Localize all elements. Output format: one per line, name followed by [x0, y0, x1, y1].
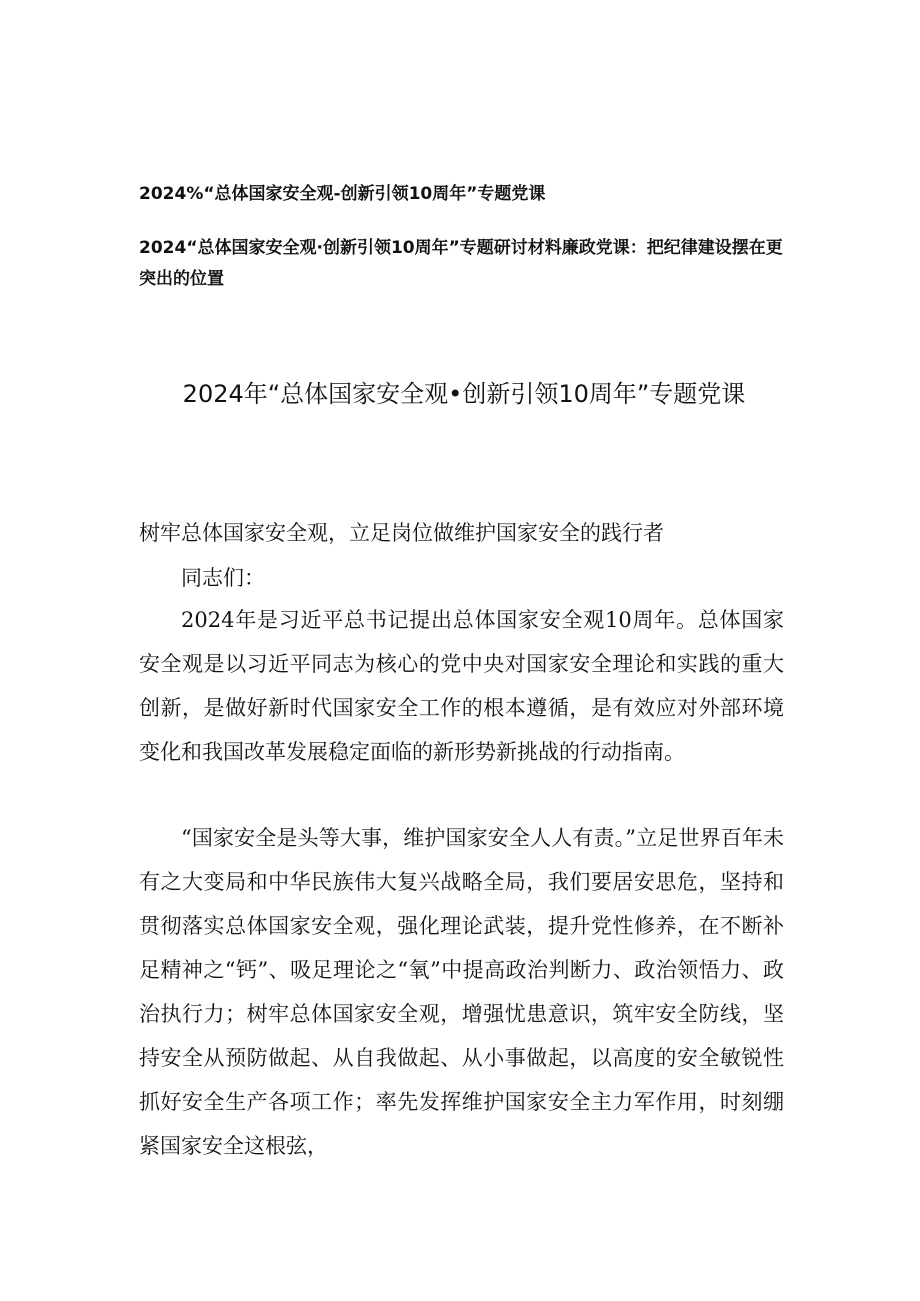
body-paragraph-2: “国家安全是头等大事，维护国家安全人人有责。”立足世界百年未有之大变局和中华民族伟大复兴战略全局，我们要居安思危，坚持和贯彻落实总体国家安全观，强化理论武装，提升党性修养，在不断补足精神之“钙”、吸足理论之“氧”中提高政治判断力、政治领悟力、政治执行力；树牢总体国家安全观，增强忧患意识，筑牢安全防线，坚持安全从预防做起、从自我做起、从小事做起，以高度的安全敏锐性抓好安全生产各项工作；率先发挥维护国家安全主力军作用，时刻绷紧国家安全这根弦， [139, 826, 784, 1158]
document-title: 2024年“总体国家安全观•创新引领10周年”专题党课 [182, 380, 746, 408]
toc-item-1[interactable]: 2024%“总体国家安全观-创新引领10周年”专题党课 [139, 184, 546, 204]
body-paragraph-1: 2024年是习近平总书记提出总体国家安全观10周年。总体国家安全观是以习近平同志为核心的党中央对国家安全理论和实践的重大创新，是做好新时代国家安全工作的根本遵循，是有效应对外部环境变化和我国改革发展稳定面临的新形势新挑战的行动指南。 [139, 608, 784, 764]
greeting-paragraph: 同志们： [181, 566, 265, 590]
toc-item-2[interactable]: 2024“总体国家安全观·创新引领10周年”专题研讨材料廉政党课：把纪律建设摆在更突出的位置 [139, 238, 783, 289]
section-heading: 树牢总体国家安全观，立足岗位做维护国家安全的践行者 [139, 521, 664, 545]
